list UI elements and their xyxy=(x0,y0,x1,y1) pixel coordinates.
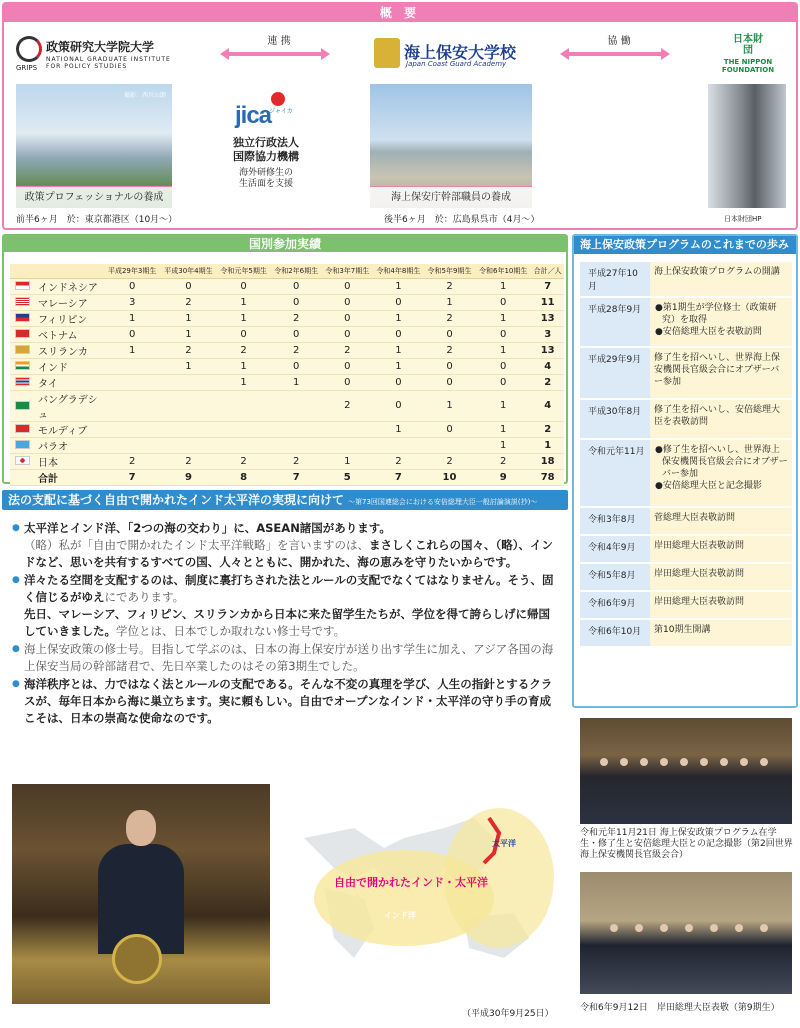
speech-text: 太平洋とインド洋、「2つの海の交わり」に、ASEAN諸国があります。 xyxy=(24,521,391,535)
table-cell: 0 xyxy=(424,421,475,437)
table-cell: 0 xyxy=(271,326,322,342)
table-cell: 1 xyxy=(217,310,271,326)
bangladesh-flag-icon xyxy=(15,401,30,410)
table-cell: 0 xyxy=(322,374,373,390)
table-row xyxy=(10,453,564,469)
col-header: 令和2年6期生 xyxy=(271,264,322,278)
table-row xyxy=(10,342,564,358)
link-right-arrow xyxy=(560,48,670,60)
link-left-arrow xyxy=(220,48,330,60)
col-header: 合計／人 xyxy=(531,264,564,278)
table-cell: 0 xyxy=(475,358,531,374)
table-cell: 1 xyxy=(475,421,531,437)
col-header: 令和3年7期生 xyxy=(322,264,373,278)
map-pacific-label: 太平洋 xyxy=(492,839,516,848)
table-cell: 2 xyxy=(217,453,271,469)
table-cell xyxy=(160,437,216,453)
country-name: タイ xyxy=(34,374,104,390)
table-cell xyxy=(104,421,160,437)
history-desc: 海上保安政策プログラムの開講 xyxy=(654,267,780,277)
history-title: 海上保安政策プログラムのこれまでの歩み xyxy=(574,236,796,254)
table-cell: 1 xyxy=(160,326,216,342)
country-name: 日本 xyxy=(34,453,104,469)
table-row xyxy=(10,437,564,453)
table-cell: 0 xyxy=(373,326,424,342)
history-date: 令和元年11月 xyxy=(588,447,645,457)
history-desc: 岸田総理大臣表敬訪問 xyxy=(654,569,745,579)
table-cell xyxy=(160,374,216,390)
table-cell: 0 xyxy=(160,278,216,294)
speech-panel xyxy=(2,490,568,1028)
table-cell: 0 xyxy=(373,294,424,310)
total-row xyxy=(10,469,564,485)
row-sum: 18 xyxy=(531,453,564,469)
table-cell: 0 xyxy=(475,294,531,310)
nippon-en-line2: FOUNDATION xyxy=(721,66,775,74)
history-date: 令和5年8月 xyxy=(588,571,636,581)
table-cell: 2 xyxy=(271,342,322,358)
country-name: フィリピン xyxy=(34,310,104,326)
malaysia-flag-icon xyxy=(15,297,30,306)
table-cell: 2 xyxy=(271,310,322,326)
speech-text: にであります。 xyxy=(104,590,185,604)
history-desc: 修了生を招へいし、安倍総理大臣を表敬訪問 xyxy=(654,405,781,427)
un-speech-photo xyxy=(12,784,270,1004)
speech-text: 洋々たる空間を支配するのは、制度に裏打ちされた法とルールの支配でなくてはなりません。そう、固く信じるがゆえ xyxy=(24,573,554,604)
col-header: 令和5年9期生 xyxy=(424,264,475,278)
grips-term: 前半6ヶ月 於：東京都港区（10月～） xyxy=(16,215,178,225)
jcga-subtitle: Japan Coast Guard Academy xyxy=(406,60,507,68)
country-name: インドネシア xyxy=(34,278,104,294)
table-cell: 1 xyxy=(475,437,531,453)
history-date: 令和6年9月 xyxy=(588,599,636,609)
grips-photo-credit: 撮影：西川公朗 xyxy=(123,92,166,99)
table-cell xyxy=(104,390,160,421)
table-cell: 1 xyxy=(160,358,216,374)
table-cell: 1 xyxy=(217,294,271,310)
history-desc: 第1期生が学位修士（政策研究）を取得 xyxy=(662,303,777,325)
history-desc: 修了生を招へいし、世界海上保安機関長官級会合にオブザーバー参加 xyxy=(654,353,781,387)
history-item xyxy=(580,564,792,592)
table-cell: 2 xyxy=(217,342,271,358)
history-item xyxy=(580,536,792,564)
commemorative-photo-2019 xyxy=(580,718,792,824)
thailand-flag-icon xyxy=(15,377,30,386)
indo-pacific-map xyxy=(294,808,564,968)
table-cell: 0 xyxy=(424,374,475,390)
table-header-row xyxy=(10,264,564,278)
history-date: 令和4年9月 xyxy=(588,543,636,553)
table-cell: 2 xyxy=(475,453,531,469)
table-row xyxy=(10,421,564,437)
indonesia-flag-icon xyxy=(15,281,30,290)
table-cell: 2 xyxy=(373,453,424,469)
table-cell: 1 xyxy=(475,278,531,294)
table-cell: 1 xyxy=(160,310,216,326)
col-header: 令和元年5期生 xyxy=(217,264,271,278)
row-sum: 1 xyxy=(531,437,564,453)
grips-logo xyxy=(16,34,186,78)
row-sum: 7 xyxy=(531,278,564,294)
jica-name-line2: 国際協力機構 xyxy=(233,150,299,163)
history-item xyxy=(580,348,792,400)
table-cell xyxy=(424,437,475,453)
jcga-logo xyxy=(374,38,534,74)
table-cell: 1 xyxy=(475,390,531,421)
jica-logo xyxy=(231,92,301,132)
history-item xyxy=(580,400,792,440)
table-cell: 1 xyxy=(475,342,531,358)
total-sum: 78 xyxy=(531,469,564,485)
row-sum: 13 xyxy=(531,310,564,326)
table-cell xyxy=(217,437,271,453)
speech-text: 海洋秩序とは、力ではなく法とルールの支配である。そんな不変の真理を学び、人生の指針とするクラスが、毎年日本から海に巣立ちます。実に頼もしい。自由でオープンなインド・太平洋の守り手の育成こそは、日本の崇高な使命なのです。 xyxy=(24,677,553,725)
un-emblem-icon xyxy=(112,934,162,984)
row-sum: 3 xyxy=(531,326,564,342)
country-name: スリランカ xyxy=(34,342,104,358)
table-cell xyxy=(271,437,322,453)
table-cell: 0 xyxy=(322,294,373,310)
total-cell: 7 xyxy=(104,469,160,485)
table-cell xyxy=(104,358,160,374)
speech-title xyxy=(2,490,568,510)
jcga-emblem-icon xyxy=(374,38,400,68)
history-date: 令和3年8月 xyxy=(588,515,636,525)
link-right-label: 協 働 xyxy=(607,36,631,47)
table-cell: 1 xyxy=(373,310,424,326)
country-name: パラオ xyxy=(34,437,104,453)
table-row xyxy=(10,310,564,326)
table-cell: 1 xyxy=(373,342,424,358)
table-cell: 0 xyxy=(104,326,160,342)
country-name: モルディブ xyxy=(34,421,104,437)
total-cell: 8 xyxy=(217,469,271,485)
table-cell xyxy=(104,437,160,453)
col-header: 平成29年3期生 xyxy=(104,264,160,278)
table-cell: 2 xyxy=(160,294,216,310)
table-cell xyxy=(271,421,322,437)
table-cell xyxy=(160,390,216,421)
country-name: インド xyxy=(34,358,104,374)
total-cell: 10 xyxy=(424,469,475,485)
history-item xyxy=(580,592,792,620)
history-date: 平成29年9月 xyxy=(588,355,642,365)
table-cell: 3 xyxy=(104,294,160,310)
table-cell: 1 xyxy=(322,453,373,469)
total-cell: 5 xyxy=(322,469,373,485)
jica-kana: ジャイカ xyxy=(269,108,293,115)
table-cell: 0 xyxy=(322,358,373,374)
photo1-caption: 令和元年11月21日 海上保安政策プログラム在学生・修了生と安倍総理大臣との記念撮影（第2回世界海上保安機関長官級会合） xyxy=(580,828,793,860)
table-cell: 0 xyxy=(322,278,373,294)
total-label: 合計 xyxy=(34,469,104,485)
map-label: 自由で開かれたインド・太平洋 xyxy=(334,876,488,889)
table-cell xyxy=(322,437,373,453)
table-cell: 1 xyxy=(104,310,160,326)
map-indian-label: インド洋 xyxy=(384,911,416,920)
jcga-term: 後半6ヶ月 於：広島県呉市（4月～） xyxy=(384,215,540,225)
grips-mark-icon xyxy=(16,36,42,62)
row-sum: 2 xyxy=(531,421,564,437)
speaker-figure xyxy=(94,810,186,950)
table-cell: 0 xyxy=(271,278,322,294)
table-cell: 1 xyxy=(104,342,160,358)
nippon-photo-credit: 日本財団HP xyxy=(724,215,762,223)
country-name: マレーシア xyxy=(34,294,104,310)
table-cell: 2 xyxy=(424,342,475,358)
table-cell xyxy=(104,374,160,390)
speech-paragraph xyxy=(12,520,560,571)
col-header: 平成30年4期生 xyxy=(160,264,216,278)
jica-desc-line1: 海外研修生の xyxy=(238,168,293,178)
table-cell: 1 xyxy=(373,358,424,374)
grips-subtitle: NATIONAL GRADUATE INSTITUTE FOR POLICY STUDIES xyxy=(46,56,171,70)
speech-text: まさしくこれらの国々、（略）、インドなど、思いを共有するすべての国、人々とともに、開かれた、海の恵みを守りたいからです。 xyxy=(24,538,553,569)
jica-name-line1: 独立行政法人 xyxy=(233,136,299,149)
table-cell: 0 xyxy=(373,390,424,421)
jica-desc-line2: 生活面を支援 xyxy=(238,179,293,189)
speech-text: 学位とは、日本でしか取れない修士号です。 xyxy=(116,624,346,638)
speech-body xyxy=(12,520,560,728)
speech-title-text: 法の支配に基づく自由で開かれたインド太平洋の実現に向けて xyxy=(8,493,345,507)
table-cell: 0 xyxy=(373,374,424,390)
table-cell: 1 xyxy=(424,390,475,421)
nippon-mark: 日本財団 xyxy=(733,34,763,56)
col-header: 令和6年10期生 xyxy=(475,264,531,278)
table-cell: 0 xyxy=(217,326,271,342)
grips-name: 政策研究大学院大学 xyxy=(46,40,155,54)
table-cell: 0 xyxy=(104,278,160,294)
table-cell: 1 xyxy=(217,358,271,374)
history-item: 平成28年9月 ●第1期生が学位修士（政策研究）を取得 ●安倍総理大臣を表敬訪問 xyxy=(580,298,792,348)
table-cell xyxy=(322,421,373,437)
table-cell xyxy=(160,421,216,437)
table-cell: 2 xyxy=(271,453,322,469)
table-cell: 2 xyxy=(424,453,475,469)
country-table-title: 国別参加実績 xyxy=(4,236,566,252)
table-cell: 0 xyxy=(322,310,373,326)
history-desc: 岸田総理大臣表敬訪問 xyxy=(654,597,745,607)
jica-logo-text: jica xyxy=(235,102,272,129)
history-panel xyxy=(572,234,798,708)
history-desc: 第10期生開講 xyxy=(654,625,711,635)
table-cell: 1 xyxy=(271,374,322,390)
jica-block xyxy=(218,92,314,190)
total-cell: 9 xyxy=(475,469,531,485)
speech-paragraph xyxy=(12,676,560,727)
history-desc: 安倍総理大臣と記念撮影 xyxy=(662,481,762,491)
history-desc: 岸田総理大臣表敬訪問 xyxy=(654,541,745,551)
table-cell: 2 xyxy=(104,453,160,469)
table-cell xyxy=(271,390,322,421)
speech-reference: ～第73回国連総会における安倍総理大臣一般討論演説(抄)～ xyxy=(348,498,538,506)
history-item xyxy=(580,620,792,648)
srilanka-flag-icon xyxy=(15,345,30,354)
table-cell: 1 xyxy=(424,294,475,310)
jcga-caption: 海上保安庁幹部職員の養成 xyxy=(370,186,532,208)
row-sum: 2 xyxy=(531,374,564,390)
link-left-label: 連 携 xyxy=(267,36,291,47)
philippines-flag-icon xyxy=(15,313,30,322)
speech-paragraph xyxy=(12,572,560,640)
nippon-foundation-logo xyxy=(710,34,786,84)
row-sum: 4 xyxy=(531,390,564,421)
history-date: 令和6年10月 xyxy=(588,627,642,637)
table-cell: 0 xyxy=(424,358,475,374)
maldives-flag-icon xyxy=(15,424,30,433)
table-cell: 0 xyxy=(424,326,475,342)
grips-building-photo xyxy=(16,84,172,208)
table-cell: 2 xyxy=(322,390,373,421)
india-flag-icon xyxy=(15,361,30,370)
total-cell: 9 xyxy=(160,469,216,485)
country-table xyxy=(10,264,564,486)
history-item: 令和元年11月 ●修了生を招へいし、世界海上保安機関長官級会合にオブザーバー参加 ●安倍総理大臣と記念撮影 xyxy=(580,440,792,508)
photo2-caption: 令和6年9月12日 岸田総理大臣表敬（第9期生） xyxy=(580,1003,780,1013)
speech-date: （平成30年9月25日） xyxy=(462,1009,554,1019)
history-list xyxy=(580,262,792,648)
col-header: 令和4年8期生 xyxy=(373,264,424,278)
history-date: 平成30年8月 xyxy=(588,407,642,417)
table-row xyxy=(10,358,564,374)
speech-text: 先日、マレーシア、フィリピン、スリランカから日本に来た留学生たちが、学位を得て誇らしげに帰国していきました。 xyxy=(24,607,551,638)
table-cell: 0 xyxy=(217,278,271,294)
history-date: 平成27年10月 xyxy=(588,269,638,292)
overview-panel xyxy=(2,2,798,230)
table-cell xyxy=(217,390,271,421)
table-cell: 0 xyxy=(322,326,373,342)
history-desc: 安倍総理大臣を表敬訪問 xyxy=(662,327,762,337)
table-cell: 2 xyxy=(424,278,475,294)
overview-title: 概 要 xyxy=(4,4,796,22)
table-cell xyxy=(217,421,271,437)
row-sum: 13 xyxy=(531,342,564,358)
table-cell: 2 xyxy=(160,342,216,358)
table-row xyxy=(10,374,564,390)
jica-dot-icon xyxy=(271,92,285,106)
speech-text: （略）私が「自由で開かれたインド太平洋戦略」を言いますのは、 xyxy=(24,538,369,552)
history-item xyxy=(580,262,792,298)
country-name: ベトナム xyxy=(34,326,104,342)
nippon-en-line1: THE NIPPON xyxy=(723,58,773,66)
country-participation-panel xyxy=(2,234,568,484)
courtesy-call-photo-2024 xyxy=(580,872,792,994)
nippon-building-photo xyxy=(708,84,786,208)
country-name: バングラデシュ xyxy=(34,390,104,421)
table-cell: 0 xyxy=(271,294,322,310)
table-cell: 1 xyxy=(373,278,424,294)
grips-caption: 政策プロフェッショナルの養成 xyxy=(16,186,172,208)
japan-flag-icon xyxy=(15,456,30,465)
table-row xyxy=(10,294,564,310)
table-cell: 1 xyxy=(217,374,271,390)
table-cell: 0 xyxy=(475,326,531,342)
jcga-campus-photo xyxy=(370,84,532,208)
table-row xyxy=(10,326,564,342)
table-row xyxy=(10,278,564,294)
table-cell: 2 xyxy=(322,342,373,358)
grips-abbr: GRIPS xyxy=(16,64,38,72)
table-cell: 0 xyxy=(475,374,531,390)
table-row xyxy=(10,390,564,421)
total-cell: 7 xyxy=(373,469,424,485)
row-sum: 4 xyxy=(531,358,564,374)
table-cell: 1 xyxy=(475,310,531,326)
table-cell: 2 xyxy=(160,453,216,469)
jcga-name: 海上保安大学校 xyxy=(404,43,517,62)
speech-text: 海上保安政策の修士号。目指して学ぶのは、日本の海上保安庁が送り出す学生に加え、アジア各国の海上保安当局の幹部諸君で、先日卒業したのはその第3期生でした。 xyxy=(24,642,554,673)
table-cell: 1 xyxy=(373,421,424,437)
history-date: 平成28年9月 xyxy=(588,305,642,315)
history-desc: 修了生を招へいし、世界海上保安機関長官級会合にオブザーバー参加 xyxy=(662,445,788,479)
speech-paragraph xyxy=(12,641,560,675)
total-cell: 7 xyxy=(271,469,322,485)
row-sum: 11 xyxy=(531,294,564,310)
palau-flag-icon xyxy=(15,440,30,449)
history-item xyxy=(580,508,792,536)
vietnam-flag-icon xyxy=(15,329,30,338)
table-cell xyxy=(373,437,424,453)
table-cell: 0 xyxy=(271,358,322,374)
table-cell: 2 xyxy=(424,310,475,326)
history-desc: 菅総理大臣表敬訪問 xyxy=(654,513,736,523)
